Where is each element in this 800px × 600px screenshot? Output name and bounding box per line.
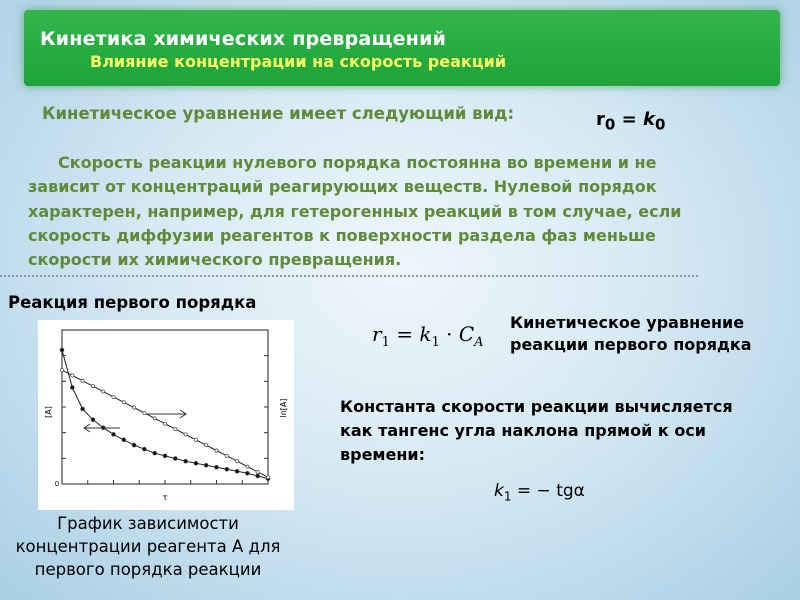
log-concentration-point <box>174 427 177 430</box>
first-order-formula: $r_1 = k_1 \cdot C_A$ <box>372 322 484 350</box>
log-concentration-point <box>236 460 239 463</box>
log-concentration-point <box>153 417 156 420</box>
concentration-point <box>122 438 126 442</box>
log-concentration-point <box>163 422 166 425</box>
graph-caption: График зависимости концентрации реагента А для первого порядка реакции <box>15 514 281 579</box>
log-concentration-point <box>60 369 63 372</box>
concentration-point <box>132 443 136 447</box>
page-title: Кинетика химических превращений <box>40 28 447 50</box>
concentration-point <box>194 461 198 465</box>
concentration-point <box>225 467 229 471</box>
zero-order-equation: $r_0 = k_0$ <box>596 109 666 134</box>
concentration-point <box>184 459 188 463</box>
divider <box>0 275 698 277</box>
log-concentration-point <box>194 438 197 441</box>
title-banner <box>24 10 780 86</box>
log-concentration-point <box>133 406 136 409</box>
concentration-graph <box>38 320 294 510</box>
log-concentration-point <box>205 444 208 447</box>
log-concentration-point <box>91 385 94 388</box>
log-concentration-point <box>143 411 146 414</box>
concentration-point <box>256 474 260 478</box>
log-concentration-point <box>102 390 105 393</box>
log-concentration-point <box>81 379 84 382</box>
concentration-point <box>163 454 167 458</box>
concentration-point <box>91 418 95 422</box>
log-concentration-point <box>122 401 125 404</box>
rate-constant-equation: $k_1$ = − tgα <box>494 481 585 504</box>
origin-label: 0 <box>54 480 60 488</box>
concentration-point <box>173 457 177 461</box>
log-concentration-point <box>71 374 74 377</box>
rate-constant-text: Константа скорости реакции вычисляется как тангенс угла наклона прямой к оси времени: <box>340 397 733 464</box>
concentration-point <box>112 433 116 437</box>
first-order-heading: Реакция первого порядка <box>8 293 257 312</box>
log-concentration-point <box>246 465 249 468</box>
concentration-point <box>81 407 85 411</box>
zero-order-intro: Кинетическое уравнение имеет следующий вид: <box>42 104 515 123</box>
page-subtitle: Влияние концентрации на скорость реакций <box>90 52 507 71</box>
concentration-chart <box>38 320 294 510</box>
log-concentration-point <box>112 395 115 398</box>
concentration-point <box>143 447 147 451</box>
concentration-point <box>60 348 64 352</box>
zero-order-paragraph: Скорость реакции нулевого порядка постоянна во времени и не зависит от концентраций реагирующих веществ. Нулевой порядок характерен, например, для гетерогенных реакций в том случае, если скорость диффузии реагентов к поверхности раздела фаз меньше скорости их химического превращения. <box>28 153 682 270</box>
log-concentration-point <box>215 449 218 452</box>
direction-arrows <box>84 410 186 432</box>
log-concentration-point <box>266 476 269 479</box>
concentration-point <box>215 465 219 469</box>
y-axis-label-left: [A] <box>44 406 53 418</box>
concentration-point <box>204 463 208 467</box>
log-concentration-point <box>225 454 228 457</box>
log-concentration-point <box>256 470 259 473</box>
concentration-point <box>153 451 157 455</box>
x-axis-label: τ <box>162 493 168 502</box>
concentration-point <box>70 386 74 390</box>
first-order-equation-label: Кинетическое уравнение реакции первого порядка <box>510 313 752 354</box>
log-concentration-point <box>184 433 187 436</box>
y-axis-label-right: ln[A] <box>279 398 288 418</box>
concentration-point <box>246 471 250 475</box>
concentration-point <box>235 469 239 473</box>
